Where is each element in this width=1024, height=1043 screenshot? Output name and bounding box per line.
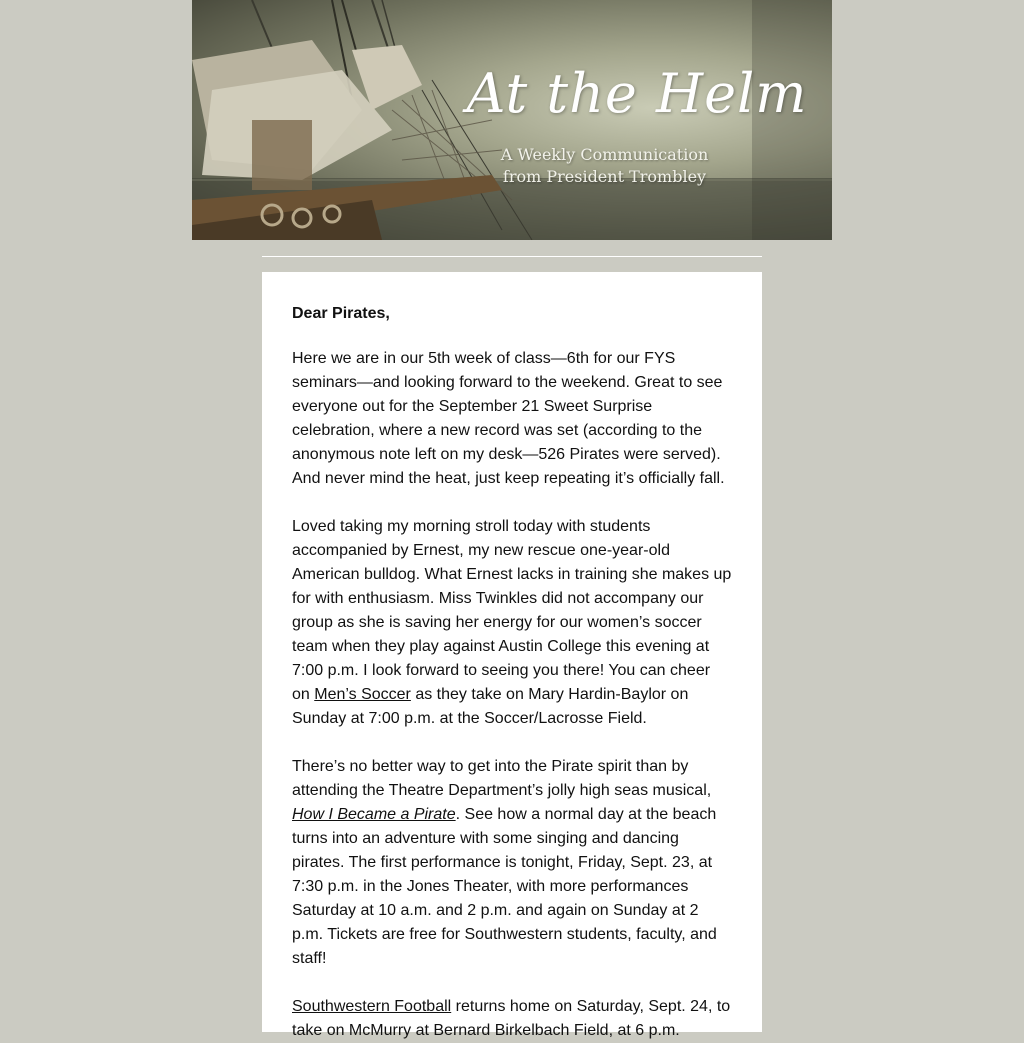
greeting: Dear Pirates, [292, 305, 390, 322]
newsletter-subtitle [462, 144, 747, 188]
paragraph-4 [292, 995, 732, 1043]
paragraph-3-text-before: There’s no better way to get into the Pirate spirit than by attending the Theatre Department’s jolly high seas musical, [292, 758, 712, 799]
paragraph-2-text-after: as they take on Mary Hardin-Baylor on Sunday at 7:00 p.m. at the Soccer/Lacrosse Field. [292, 686, 689, 727]
paragraph-2-text-before: Loved taking my morning stroll today with students accompanied by Ernest, my new rescue one-year-old American bulldog. What Ernest lacks in training she makes up for with enthusiasm. Miss Twinkles did not accompany our group as she is saving her energy for our women’s soccer team when they play against Austin College this evening at 7:00 p.m. I look forward to seeing you there! You can cheer on [292, 518, 732, 703]
header-banner [192, 0, 832, 240]
header-divider [262, 256, 762, 257]
how-i-became-a-pirate-link[interactable]: How I Became a Pirate [292, 806, 456, 823]
southwestern-football-link[interactable]: Southwestern Football [292, 998, 452, 1015]
newsletter-title: At the Helm [466, 62, 808, 125]
paragraph-4-text-after: returns home on Saturday, Sept. 24, to take on McMurry at Bernard Birkelbach Field, at 6 p.m. [292, 998, 731, 1039]
paragraph-2 [292, 515, 732, 731]
subtitle-line-2: from President Trombley [502, 167, 707, 186]
paragraph-1: Here we are in our 5th week of class—6th for our FYS seminars—and looking forward to the weekend. Great to see everyone out for the September 21 Sweet Surprise celebration, where a new record was set (according to the anonymous note left on my desk—526 Pirates were served). And never mind the heat, just keep repeating it’s officially fall. [292, 350, 725, 487]
paragraph-3-text-after: . See how a normal day at the beach turns into an adventure with some singing and dancing pirates. The first performance is tonight, Friday, Sept. 23, at 7:30 p.m. in the Jones Theater, with more performances Saturday at 10 a.m. and 2 p.m. and again on Sunday at 2 p.m. Tickets are free for Southwestern students, faculty, and staff! [292, 806, 717, 967]
letter-body [262, 272, 762, 1039]
mens-soccer-link[interactable]: Men’s Soccer [314, 686, 411, 703]
subtitle-line-1: A Weekly Communication [500, 145, 709, 164]
paragraph-3 [292, 755, 732, 971]
